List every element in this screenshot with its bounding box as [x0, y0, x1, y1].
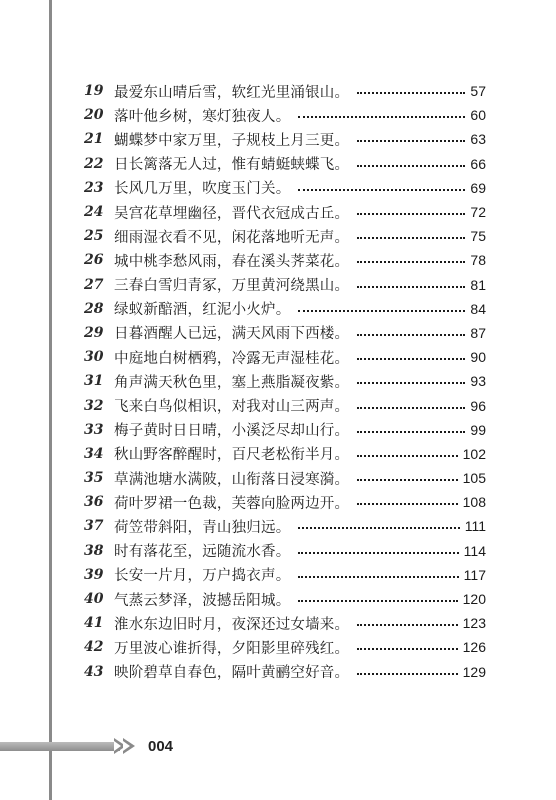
toc-entry[interactable]: [84, 611, 486, 635]
entry-page: 63: [470, 131, 486, 148]
toc-entry[interactable]: [84, 103, 486, 127]
entry-title: 时有落花至，远随流水香。: [114, 544, 291, 561]
entry-page: 114: [463, 542, 486, 559]
toc-entry[interactable]: [84, 635, 486, 659]
toc-entry[interactable]: [84, 442, 486, 466]
entry-number: 38: [84, 542, 104, 559]
entry-page: 96: [470, 397, 486, 414]
entry-number: 40: [84, 591, 104, 608]
entry-number: 20: [84, 107, 104, 124]
entry-number: 37: [84, 518, 104, 535]
margin-rule: [49, 0, 52, 800]
entry-number: 19: [84, 83, 104, 100]
entry-number: 21: [84, 131, 104, 148]
entry-title: 映阶碧草自春色，隔叶黄鹂空好音。: [114, 665, 350, 682]
entry-title: 吴宫花草埋幽径，晋代衣冠成古丘。: [114, 205, 350, 222]
entry-page: 117: [463, 566, 486, 583]
toc-entry[interactable]: [84, 224, 486, 248]
toc-entry[interactable]: [84, 563, 486, 587]
entry-number: 31: [84, 373, 104, 390]
toc-entry[interactable]: [84, 369, 486, 393]
entry-title: 细雨湿衣看不见，闲花落地听无声。: [114, 229, 350, 246]
entry-number: 28: [84, 300, 104, 317]
dot-leader: [357, 213, 465, 215]
entry-page: 123: [462, 615, 486, 632]
toc-entry[interactable]: [84, 79, 486, 103]
entry-title: 角声满天秋色里，塞上燕脂凝夜紫。: [114, 374, 350, 391]
entry-page: 108: [462, 494, 486, 511]
dot-leader: [357, 407, 465, 409]
dot-leader: [357, 648, 457, 650]
entry-page: 69: [470, 179, 486, 196]
dot-leader: [298, 576, 458, 578]
page-number: 004: [148, 738, 174, 755]
entry-number: 23: [84, 179, 104, 196]
dot-leader: [357, 286, 465, 288]
entry-title: 梅子黄时日日晴，小溪泛尽却山行。: [114, 423, 350, 440]
entry-page: 129: [462, 663, 486, 680]
entry-page: 90: [470, 349, 486, 366]
toc-entry[interactable]: [84, 273, 486, 297]
entry-page: 81: [470, 276, 486, 293]
entry-title: 长风几万里，吹度玉门关。: [114, 181, 291, 198]
entry-page: 72: [470, 204, 486, 221]
toc-entry[interactable]: [84, 514, 486, 538]
toc-entry[interactable]: [84, 297, 486, 321]
entry-page: 75: [470, 228, 486, 245]
entry-page: 84: [470, 300, 486, 317]
dot-leader: [298, 189, 465, 191]
entry-number: 39: [84, 566, 104, 583]
toc-entry[interactable]: [84, 200, 486, 224]
entry-title: 飞来白鸟似相识，对我对山三两声。: [114, 399, 350, 416]
entry-page: 99: [470, 421, 486, 438]
dot-leader: [298, 552, 458, 554]
entry-title: 城中桃李愁风雨，春在溪头荠菜花。: [114, 253, 350, 270]
entry-title: 落叶他乡树，寒灯独夜人。: [114, 108, 291, 125]
entry-title: 秋山野客醉醒时，百尺老松衔半月。: [114, 447, 350, 464]
entry-number: 24: [84, 204, 104, 221]
entry-number: 25: [84, 228, 104, 245]
footer-arrow-icon: [114, 735, 132, 757]
dot-leader: [357, 165, 465, 167]
toc-entry[interactable]: [84, 539, 486, 563]
entry-page: 57: [470, 83, 486, 100]
entry-title: 长安一片月，万户捣衣声。: [114, 568, 291, 585]
toc-entry[interactable]: [84, 248, 486, 272]
table-of-contents: [84, 79, 486, 684]
dot-leader: [357, 455, 457, 457]
dot-leader: [357, 261, 465, 263]
entry-number: 42: [84, 639, 104, 656]
entry-page: 87: [470, 324, 486, 341]
entry-title: 万里波心谁折得，夕阳影里碎残红。: [114, 640, 350, 657]
entry-number: 34: [84, 445, 104, 462]
dot-leader: [357, 382, 465, 384]
dot-leader: [298, 310, 465, 312]
toc-entry[interactable]: [84, 418, 486, 442]
entry-number: 41: [84, 615, 104, 632]
dot-leader: [357, 237, 465, 239]
toc-entry[interactable]: [84, 152, 486, 176]
entry-number: 35: [84, 470, 104, 487]
entry-title: 中庭地白树栖鸦，冷露无声湿桂花。: [114, 350, 350, 367]
dot-leader: [357, 334, 465, 336]
entry-page: 66: [470, 155, 486, 172]
toc-entry[interactable]: [84, 127, 486, 151]
entry-title: 日长篱落无人过，惟有蜻蜓蛱蝶飞。: [114, 157, 350, 174]
dot-leader: [357, 479, 457, 481]
footer-bar: [0, 742, 120, 751]
dot-leader: [298, 600, 457, 602]
entry-number: 43: [84, 663, 104, 680]
dot-leader: [298, 116, 465, 118]
entry-number: 32: [84, 397, 104, 414]
toc-entry[interactable]: [84, 490, 486, 514]
entry-number: 33: [84, 421, 104, 438]
entry-title: 淮水东边旧时月，夜深还过女墙来。: [114, 616, 350, 633]
entry-title: 荷笠带斜阳，青山独归远。: [114, 519, 291, 536]
dot-leader: [357, 503, 457, 505]
entry-number: 26: [84, 252, 104, 269]
dot-leader: [357, 140, 465, 142]
entry-number: 36: [84, 494, 104, 511]
entry-number: 27: [84, 276, 104, 293]
entry-page: 60: [470, 107, 486, 124]
entry-page: 120: [462, 591, 486, 608]
toc-entry[interactable]: [84, 393, 486, 417]
dot-leader: [357, 673, 457, 675]
entry-number: 30: [84, 349, 104, 366]
entry-title: 荷叶罗裙一色裁，芙蓉向脸两边开。: [114, 495, 350, 512]
entry-page: 111: [464, 518, 486, 535]
entry-title: 日暮酒醒人已远，满天风雨下西楼。: [114, 326, 350, 343]
entry-number: 22: [84, 155, 104, 172]
toc-entry[interactable]: [84, 345, 486, 369]
entry-page: 102: [462, 445, 486, 462]
dot-leader: [357, 431, 465, 433]
entry-page: 126: [462, 639, 486, 656]
dot-leader: [357, 358, 465, 360]
toc-entry[interactable]: [84, 321, 486, 345]
dot-leader: [298, 527, 459, 529]
entry-title: 气蒸云梦泽，波撼岳阳城。: [114, 592, 291, 609]
toc-entry[interactable]: [84, 587, 486, 611]
entry-title: 草满池塘水满陂，山衔落日浸寒漪。: [114, 471, 350, 488]
dot-leader: [357, 624, 457, 626]
entry-title: 三春白雪归青冢，万里黄河绕黑山。: [114, 278, 350, 295]
entry-page: 105: [462, 470, 486, 487]
entry-title: 最爱东山晴后雪，软红光里涌银山。: [114, 84, 350, 101]
entry-number: 29: [84, 324, 104, 341]
toc-entry[interactable]: [84, 176, 486, 200]
entry-page: 78: [470, 252, 486, 269]
entry-title: 绿蚁新醅酒，红泥小火炉。: [114, 302, 291, 319]
dot-leader: [357, 92, 465, 94]
entry-title: 蝴蝶梦中家万里，子规枝上月三更。: [114, 132, 350, 149]
entry-page: 93: [470, 373, 486, 390]
toc-entry[interactable]: [84, 660, 486, 684]
toc-entry[interactable]: [84, 466, 486, 490]
